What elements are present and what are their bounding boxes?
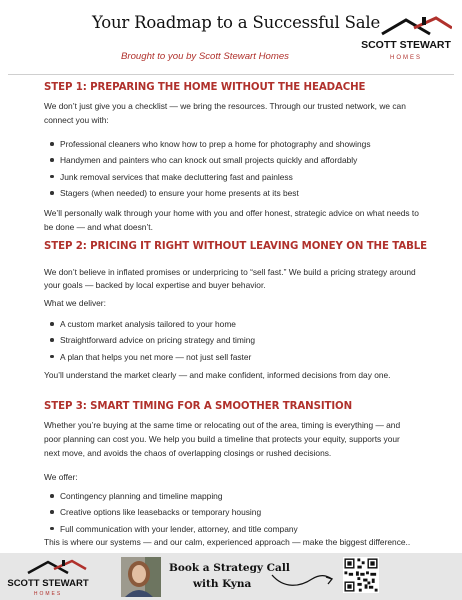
- logo-name: SCOTT STEWART: [361, 39, 451, 51]
- step3-intro-line3: next move, and avoids the chaos of overlapping closings or rushed decisions.: [44, 448, 332, 458]
- step2-outro: You’ll understand the market clearly — and make confident, informed decisions from day one.: [44, 370, 391, 380]
- footer-logo-tag: HOMES: [33, 591, 63, 597]
- house-roof-icon: [382, 17, 452, 34]
- list-item: Straightforward advice on pricing strategy and timing: [60, 334, 255, 350]
- list-item: Junk removal services that make decluttering fast and painless: [60, 171, 371, 187]
- footer-banner: [0, 553, 462, 600]
- step2-deliver-label: What we deliver:: [44, 298, 106, 308]
- step3-offer-label: We offer:: [44, 472, 78, 482]
- step2-intro-line1: We don’t believe in inflated promises or underpricing to “sell fast.” We build a pricing strategy around: [44, 267, 416, 277]
- step1-heading: STEP 1: PREPARING THE HOME WITHOUT THE HEADACHE: [44, 82, 366, 93]
- list-item: A custom market analysis tailored to your home: [60, 318, 255, 334]
- header-divider: [8, 74, 454, 75]
- step3-outro: This is where our systems — and our calm, experienced approach — make the biggest difference..: [44, 537, 411, 547]
- step3-intro-line1: Whether you’re buying at the same time or relocating out of the area, timing is everything — and: [44, 420, 401, 430]
- list-item: Stagers (when needed) to ensure your home presents at its best: [60, 187, 371, 203]
- list-item: A plan that helps you net more — not just sell faster: [60, 351, 255, 367]
- cta-line2[interactable]: with Kyna: [193, 578, 252, 590]
- step1-bullet-list: [60, 138, 371, 204]
- page-header: [0, 0, 462, 76]
- step1-intro-line1: We don’t just give you a checklist — we bring the resources. Through our trusted network, we can: [44, 101, 406, 111]
- page-subtitle: Brought to you by Scott Stewart Homes: [121, 51, 289, 62]
- step2-heading: STEP 2: PRICING IT RIGHT WITHOUT LEAVING MONEY ON THE TABLE: [44, 241, 428, 252]
- step3-intro-line2: poor planning can cost you. We help you build a timeline that protects your equity, supports your: [44, 434, 400, 444]
- logo-tag: HOMES: [389, 55, 423, 61]
- step1-intro-line2: connect you with:: [44, 115, 109, 125]
- step2-intro-line2: your goals — backed by local expertise and buyer behavior.: [44, 280, 266, 290]
- qr-code[interactable]: [343, 557, 379, 593]
- curved-arrow-icon: [270, 565, 336, 589]
- step1-outro-line2: be done — and what doesn’t.: [44, 222, 153, 232]
- step3-heading: STEP 3: SMART TIMING FOR A SMOOTHER TRANSITION: [44, 401, 353, 412]
- list-item: Creative options like leasebacks or temporary housing: [60, 506, 298, 522]
- page-title: Your Roadmap to a Successful Sale: [92, 13, 381, 32]
- footer-logo: [6, 559, 90, 597]
- list-item: Professional cleaners who know how to prep a home for photography and showings: [60, 138, 371, 154]
- house-roof-icon: [28, 560, 86, 573]
- scott-stewart-logo: [360, 14, 452, 64]
- cta-line1[interactable]: Book a Strategy Call: [169, 562, 290, 574]
- list-item: Full communication with your lender, attorney, and title company: [60, 523, 298, 539]
- list-item: Handymen and painters who can knock out small projects quickly and affordably: [60, 154, 371, 170]
- step2-bullet-list: [60, 318, 255, 367]
- footer-logo-name: SCOTT STEWART: [7, 578, 89, 589]
- portrait-photo: [121, 557, 161, 597]
- step1-outro-line1: We’ll personally walk through your home with you and offer honest, strategic advice on what needs to: [44, 208, 419, 218]
- step3-bullet-list: [60, 490, 298, 539]
- list-item: Contingency planning and timeline mapping: [60, 490, 298, 506]
